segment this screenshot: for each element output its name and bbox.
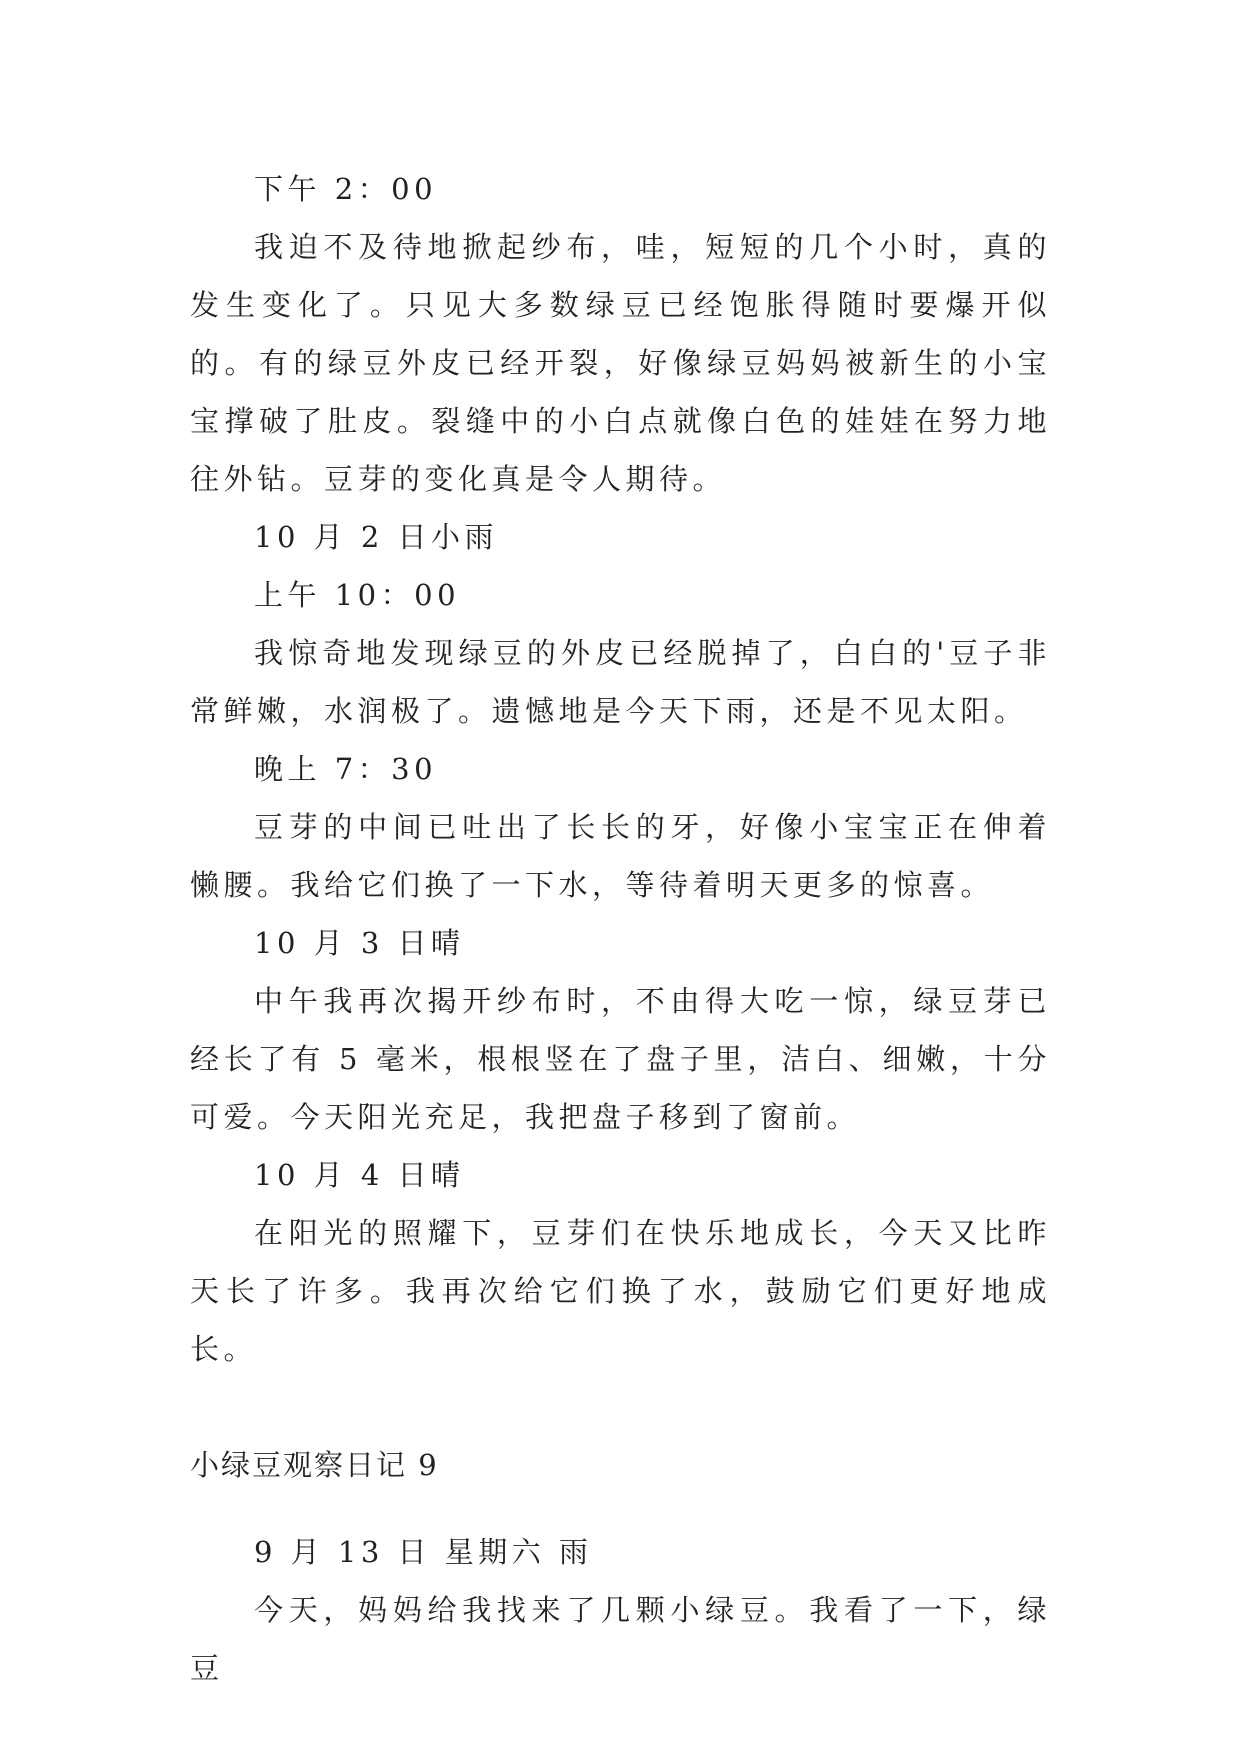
- entry-time-heading: 上午 10：00: [254, 578, 461, 612]
- entry-date-heading: 10 月 4 日晴: [254, 1158, 465, 1192]
- entry-paragraph: 在阳光的照耀下，豆芽们在快乐地成长，今天又比昨天长了许多。我再次给它们换了水，鼓励它们更好地成长。: [190, 1216, 1051, 1366]
- section-paragraph: 今天，妈妈给我找来了几颗小绿豆。我看了一下，绿豆: [190, 1593, 1051, 1685]
- entry-paragraph: 豆芽的中间已吐出了长长的牙，好像小宝宝正在伸着懒腰。我给它们换了一下水，等待着明天更多的惊喜。: [190, 810, 1051, 902]
- entry-paragraph: 我惊奇地发现绿豆的外皮已经脱掉了，白白的'豆子非常鲜嫩，水润极了。遗憾地是今天下雨，还是不见太阳。: [190, 636, 1051, 728]
- entry-paragraph: 中午我再次揭开纱布时，不由得大吃一惊，绿豆芽已经长了有 5 毫米，根根竖在了盘子里，洁白、细嫩，十分可爱。今天阳光充足，我把盘子移到了窗前。: [190, 984, 1051, 1134]
- entry-paragraph: 我迫不及待地掀起纱布，哇，短短的几个小时，真的发生变化了。只见大多数绿豆已经饱胀得随时要爆开似的。有的绿豆外皮已经开裂，好像绿豆妈妈被新生的小宝宝撑破了肚皮。裂缝中的小白点就像白色的娃娃在努力地往外钻。豆芽的变化真是令人期待。: [190, 230, 1051, 496]
- entry-date-heading: 10 月 3 日晴: [254, 926, 465, 960]
- entry-time-heading: 下午 2：00: [254, 172, 438, 206]
- section-title: 小绿豆观察日记 9: [190, 1448, 439, 1482]
- entry-date-heading: 10 月 2 日小雨: [254, 520, 499, 554]
- entry-time-heading: 晚上 7：30: [254, 752, 438, 786]
- section-date-heading: 9 月 13 日 星期六 雨: [254, 1535, 593, 1569]
